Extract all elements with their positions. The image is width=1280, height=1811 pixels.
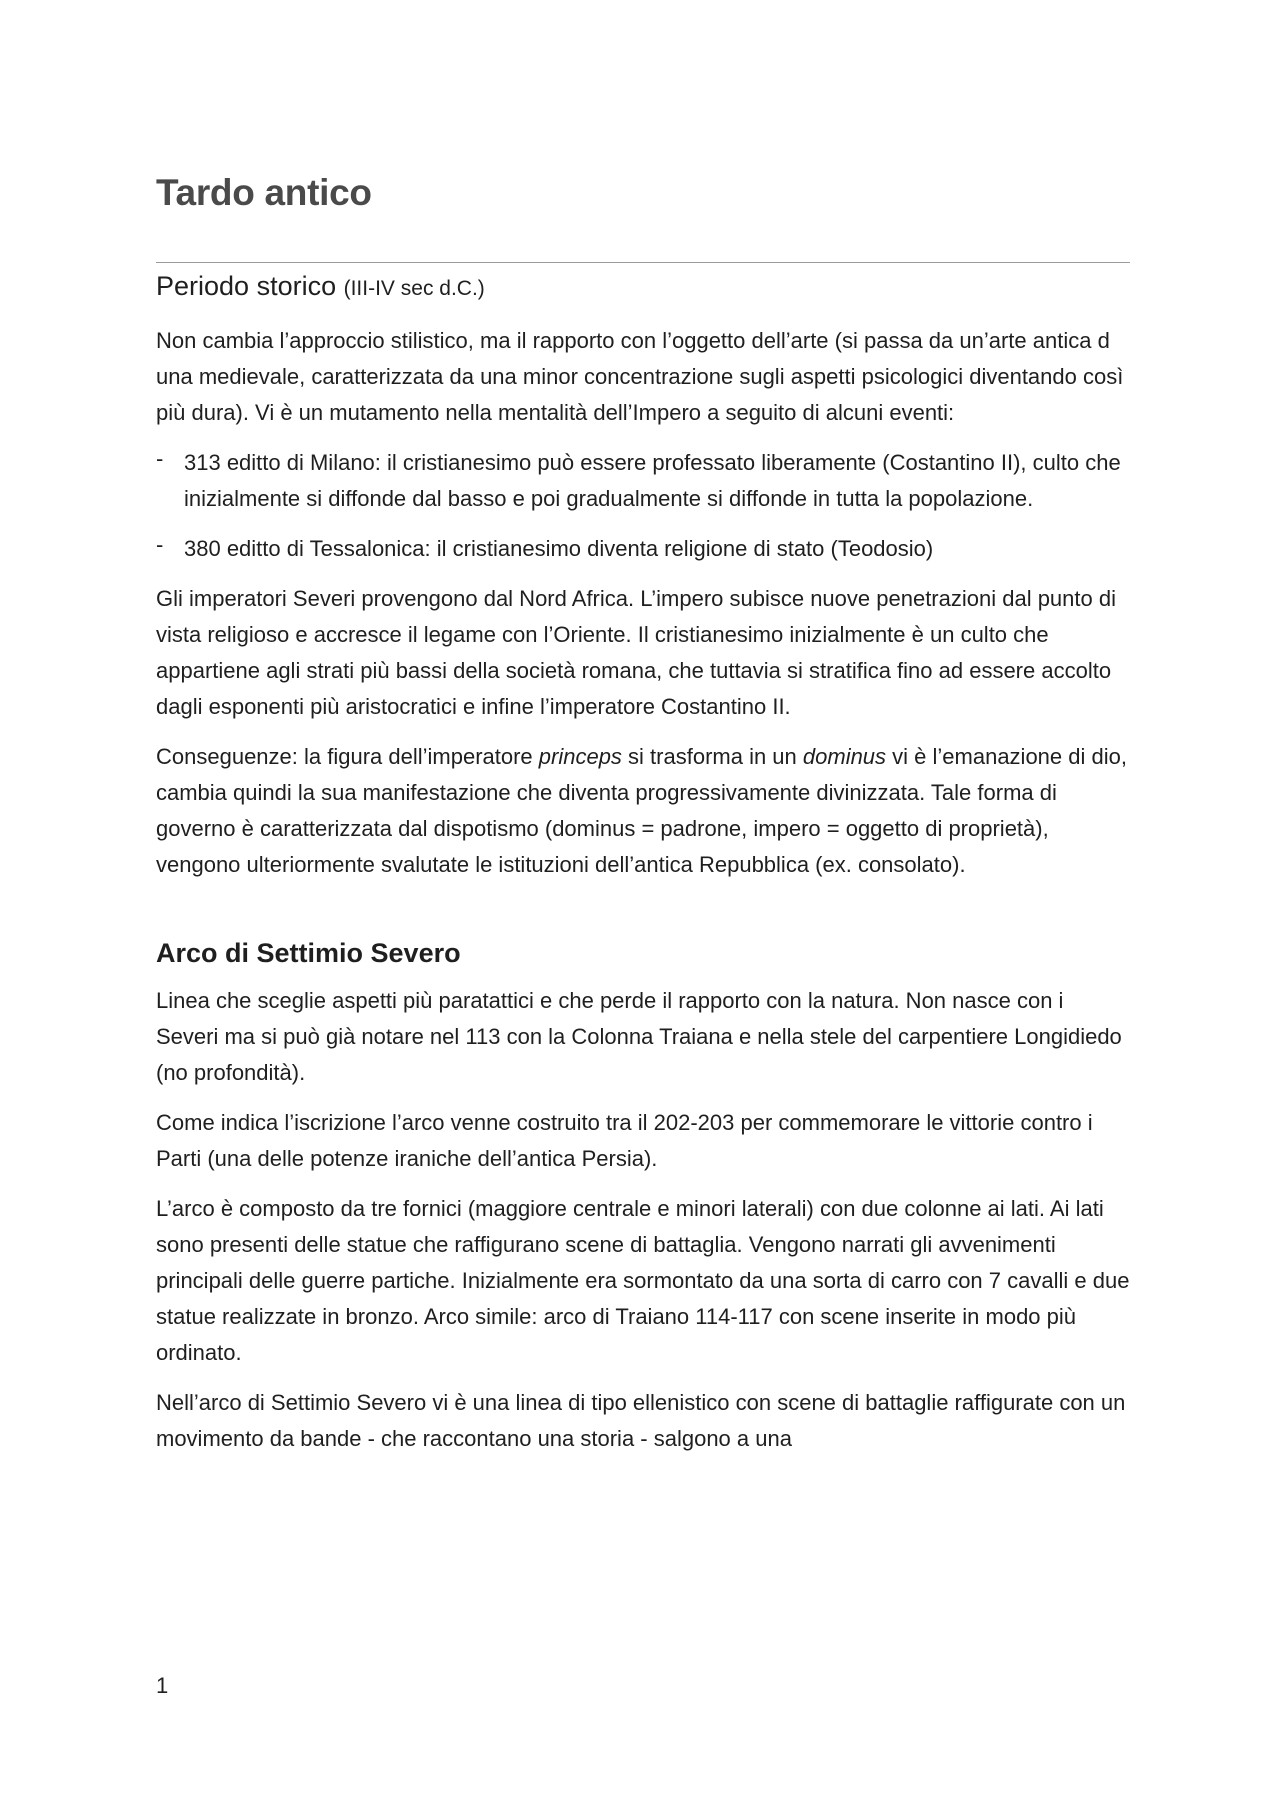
document-body bbox=[156, 268, 1130, 1471]
title-divider bbox=[156, 262, 1130, 263]
paragraph-iscrizione: Come indica l’iscrizione l’arco venne costruito tra il 202-203 per commemorare le vittorie contro i Parti (una delle potenze iraniche dell’antica Persia). bbox=[156, 1110, 1093, 1171]
paragraph-linea: Linea che sceglie aspetti più paratattici e che perde il rapporto con la natura. Non nasce con i Severi ma si può già notare nel 113 con la Colonna Traiana e nella stele del carpentiere Longidiedo (no profondità). bbox=[156, 988, 1122, 1085]
text-run: si trasforma in un bbox=[621, 744, 803, 769]
list-item bbox=[156, 445, 1130, 517]
paragraph-ellenistico: Nell’arco di Settimio Severo vi è una linea di tipo ellenistico con scene di battaglie raffigurate con un movimento da bande - che raccontano una storia - salgono a una bbox=[156, 1390, 1126, 1451]
section-heading-periodo-storico bbox=[156, 268, 1130, 307]
list-marker: - bbox=[156, 446, 164, 471]
section-heading-arco: Arco di Settimio Severo bbox=[156, 938, 461, 968]
list-item-text: 313 editto di Milano: il cristianesimo può essere professato liberamente (Costantino II), culto che inizialmente si diffonde dal basso e poi gradualmente si diffonde in tutta la popolazione. bbox=[184, 450, 1121, 511]
list-marker: - bbox=[156, 532, 164, 557]
list-item bbox=[156, 531, 1130, 567]
section-heading-text: Periodo storico bbox=[156, 271, 337, 301]
emphasis-princeps: princeps bbox=[538, 744, 622, 769]
paragraph-conseguenze bbox=[156, 739, 1130, 883]
list-item-text: 380 editto di Tessalonica: il cristianesimo diventa religione di stato (Teodosio) bbox=[184, 536, 934, 561]
events-list bbox=[156, 445, 1130, 567]
page-number: 1 bbox=[156, 1673, 169, 1698]
text-run: Conseguenze: la figura dell’imperatore bbox=[156, 744, 539, 769]
paragraph-severi: Gli imperatori Severi provengono dal Nord Africa. L’impero subisce nuove penetrazioni dal punto di vista religioso e accresce il legame con l’Oriente. Il cristianesimo inizialmente è un culto che appartiene agli strati più bassi della società romana, che tuttavia si stratifica fino ad essere accolto dagli esponenti più aristocratici e infine l’imperatore Costantino II. bbox=[156, 586, 1116, 719]
paragraph-intro: Non cambia l’approccio stilistico, ma il rapporto con l’oggetto dell’arte (si passa da un’arte antica d una medievale, caratterizzata da una minor concentrazione sugli aspetti psicologici diventando così più dura). Vi è un mutamento nella mentalità dell’Impero a seguito di alcuni eventi: bbox=[156, 328, 1124, 425]
section-heading-period: (III-IV sec d.C.) bbox=[343, 277, 485, 300]
text-run: vi è l’emanazione di dio, cambia quindi la sua manifestazione che diventa progressivamente divinizzata. Tale forma di governo è caratterizzata dal dispotismo (dominus = padrone, impero = oggetto di proprietà), vengono ulteriormente svalutate le istituzioni dell’antica Repubblica (ex. consolato). bbox=[156, 744, 1127, 877]
page-title: Tardo antico bbox=[156, 172, 372, 213]
emphasis-dominus: dominus bbox=[802, 744, 887, 769]
paragraph-fornici: L’arco è composto da tre fornici (maggiore centrale e minori laterali) con due colonne ai lati. Ai lati sono presenti delle statue che raffigurano scene di battaglia. Vengono narrati gli avvenimenti principali delle guerre partiche. Inizialmente era sormontato da una sorta di carro con 7 cavalli e due statue realizzate in bronzo. Arco simile: arco di Traiano 114-117 con scene inserite in modo più ordinato. bbox=[156, 1196, 1130, 1365]
